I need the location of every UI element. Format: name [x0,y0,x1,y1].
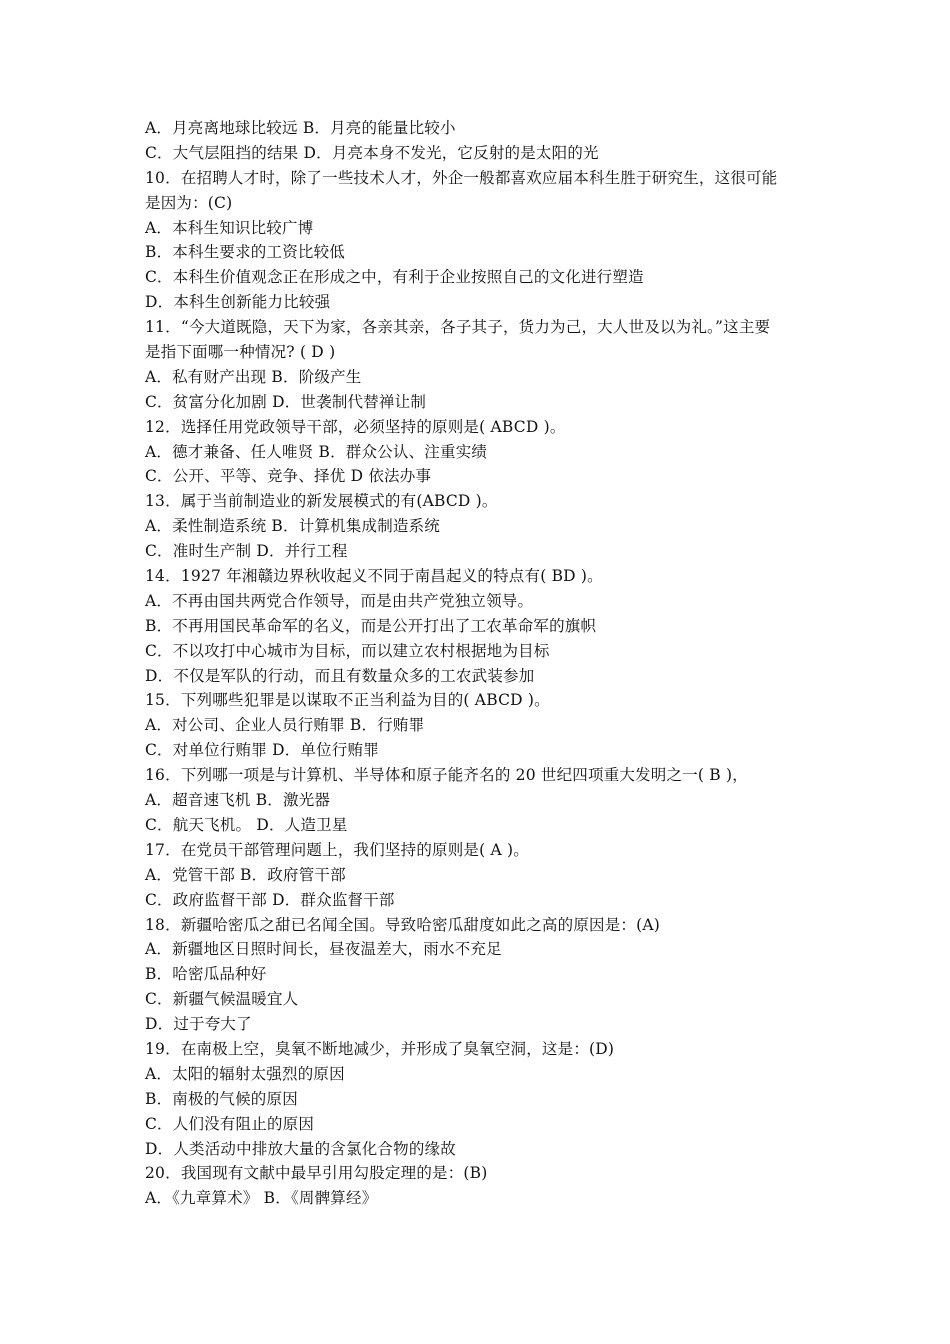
document-body [145,116,815,1211]
text-line: A．私有财产出现 B．阶级产生 [145,367,362,386]
text-line: C．不以攻打中心城市为目标，而以建立农村根据地为目标 [145,641,550,660]
text-line: A．党管干部 B．政府管干部 [145,865,346,884]
text-line: A．德才兼备、任人唯贤 B．群众公认、注重实绩 [145,442,488,461]
text-line: A．对公司、企业人员行贿罪 B．行贿罪 [145,716,425,735]
text-line: A．新疆地区日照时间长，昼夜温差大，雨水不充足 [145,940,502,959]
text-line: 18．新疆哈密瓜之甜已名闻全国。导致哈密瓜甜度如此之高的原因是：(A) [145,915,661,934]
text-line: C．大气层阻挡的结果 D．月亮本身不发光，它反射的是太阳的光 [145,143,599,162]
text-line: 16．下列哪一项是与计算机、半导体和原子能齐名的 20 世纪四项重大发明之一( B )， [145,766,748,785]
text-line: 14．1927 年湘赣边界秋收起义不同于南昌起义的特点有( BD )。 [145,567,603,586]
text-line: C．航天飞机。 D．人造卫星 [145,815,348,834]
text-line: B．本科生要求的工资比较低 [145,243,345,262]
text-line: B．不再用国民革命军的名义，而是公开打出了工农革命军的旗帜 [145,616,597,635]
text-line: 20．我国现有文献中最早引用勾股定理的是：(B) [145,1164,488,1183]
text-line: 15．下列哪些犯罪是以谋取不正当利益为目的( ABCD )。 [145,691,550,710]
text-line: A．不再由国共两党合作领导，而是由共产党独立领导。 [145,591,534,610]
text-line: 19．在南极上空，臭氧不断地减少，并形成了臭氧空洞，这是：(D) [145,1039,615,1058]
text-line: D．人类活动中排放大量的含氯化合物的缘故 [145,1139,456,1158]
text-line: 11．“今大道既隐，天下为家，各亲其亲，各子其子，货力为己，大人世及以为礼。”这主要 [145,318,771,337]
text-line: 10．在招聘人才时，除了一些技术人才，外企一般都喜欢应届本科生胜于研究生，这很可能 [145,168,778,187]
text-line: C．准时生产制 D．并行工程 [145,542,348,561]
text-line: A．《九章算术》 B．《周髀算经》 [145,1189,378,1208]
text-line: 是指下面哪一种情况? ( D ) [145,343,336,362]
text-line: C．政府监督干部 D．群众监督干部 [145,890,395,909]
text-line: C．人们没有阻止的原因 [145,1114,315,1133]
text-line: C．公开、平等、竞争、择优 D 依法办事 [145,467,432,486]
text-line: C．新疆气候温暖宜人 [145,990,299,1009]
text-line: C．本科生价值观念正在形成之中，有利于企业按照自己的文化进行塑造 [145,268,644,287]
text-line: D．本科生创新能力比较强 [145,293,331,312]
text-line: A．月亮离地球比较远 B．月亮的能量比较小 [145,119,456,137]
text-line: D．过于夸大了 [145,1015,252,1034]
text-line: 17．在党员干部管理问题上，我们坚持的原则是( A )。 [145,840,529,859]
text-line: B．南极的气候的原因 [145,1089,298,1108]
text-line: C．对单位行贿罪 D．单位行贿罪 [145,741,379,760]
text-line: C．贫富分化加剧 D．世袭制代替禅让制 [145,392,427,411]
text-line: A．超音速飞机 B．激光器 [145,791,331,810]
text-line: D．不仅是军队的行动，而且有数量众多的工农武装参加 [145,666,535,685]
text-line: 13．属于当前制造业的新发展模式的有(ABCD )。 [145,492,498,511]
text-line: A．太阳的辐射太强烈的原因 [145,1064,345,1083]
text-line: 12．选择任用党政领导干部，必须坚持的原则是( ABCD )。 [145,417,566,436]
text-line: A．柔性制造系统 B．计算机集成制造系统 [145,517,441,536]
text-line: A．本科生知识比较广博 [145,218,314,237]
text-line: 是因为：(C) [145,193,233,212]
text-line: B．哈密瓜品种好 [145,965,267,984]
